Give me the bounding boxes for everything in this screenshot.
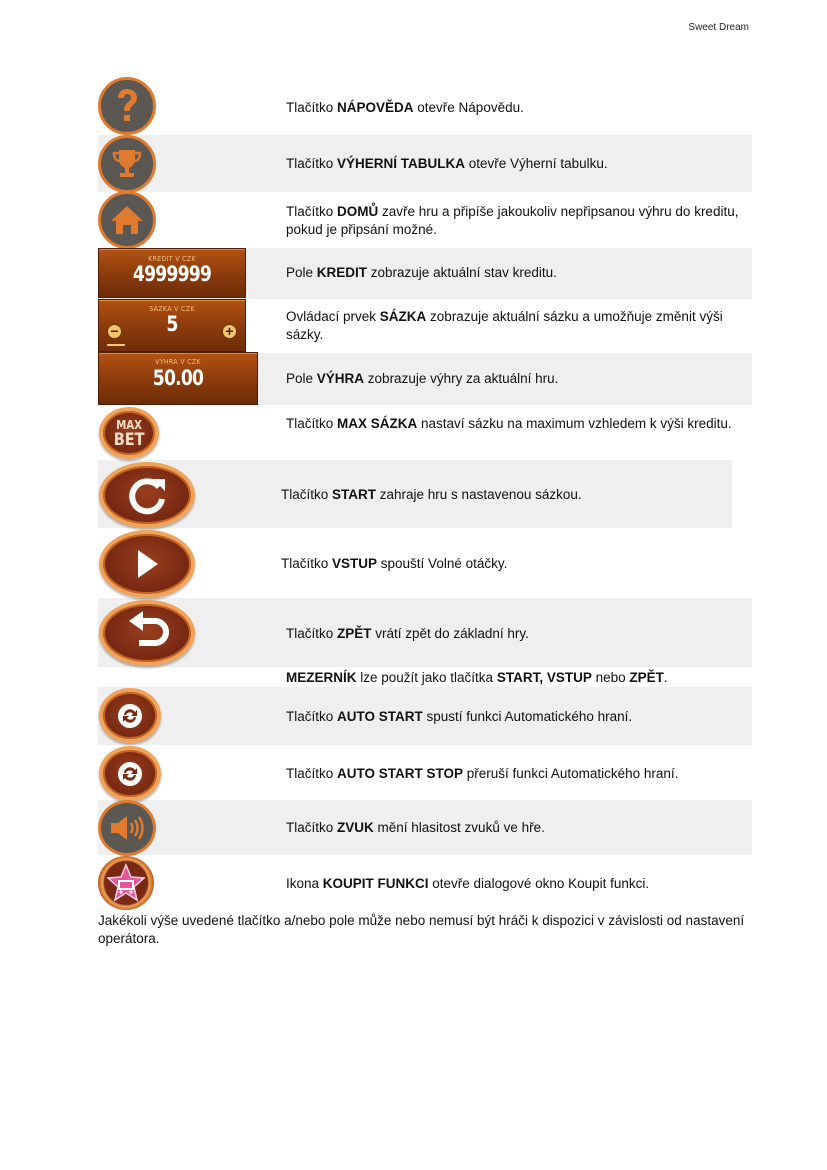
credit-description: Pole KREDIT zobrazuje aktuální stav kreditu. (286, 265, 557, 280)
win-value: 50.00 (152, 366, 204, 390)
paytable-description: Tlačítko VÝHERNÍ TABULKA otevře Výherní tabulku. (286, 156, 608, 171)
back-description: Tlačítko ZPĚT vrátí zpět do základní hry. (286, 626, 529, 641)
auto-start-stop-description: Tlačítko AUTO START STOP přeruší funkci Automatického hraní. (286, 766, 679, 781)
auto-start-description: Tlačítko AUTO START spustí funkci Automatického hraní. (286, 709, 633, 724)
auto-start-button[interactable] (99, 688, 161, 743)
buy-feature-icon-badge[interactable] (98, 856, 154, 910)
bet-underline (107, 344, 125, 346)
win-label: VÝHRA V CZK (155, 358, 201, 366)
home-icon (110, 204, 144, 236)
buy-feature-description: Ikona KOUPIT FUNKCI otevře dialogové okno Koupit funkci. (286, 876, 650, 891)
star-cart-icon (105, 863, 147, 903)
back-button[interactable] (99, 600, 195, 666)
return-icon (125, 611, 169, 655)
bet-description: Ovládací prvek SÁZKA zobrazuje aktuální sázku a umožňuje změnit výši sázky. (286, 309, 723, 342)
auto-start-stop-button[interactable] (99, 746, 161, 801)
availability-note: Jakékoli výše uvedené tlačítko a/nebo pole může nebo nemusí být hráči k dispozici v závislosti od nastavení operátora. (98, 913, 745, 946)
bet-increase-button[interactable]: + (222, 324, 237, 339)
autoplay-icon (115, 701, 145, 731)
home-description: Tlačítko DOMŮ zavře hru a připíše jakoukoliv nepřipsanou výhru do kreditu, pokud je připsání možné. (286, 204, 739, 237)
win-description: Pole VÝHRA zobrazuje výhry za aktuální hru. (286, 371, 559, 386)
bet-control (98, 299, 246, 352)
credit-value: 4999999 (132, 262, 212, 286)
help-button[interactable] (98, 77, 156, 135)
bet-value: 5 (166, 312, 178, 336)
help-description: Tlačítko NÁPOVĚDA otevře Nápovědu. (286, 100, 524, 115)
document-header: Sweet Dream (688, 22, 749, 33)
sound-description: Tlačítko ZVUK mění hlasitost zvuků ve hře. (286, 820, 545, 835)
max-bet-label: MAX BET (113, 417, 145, 450)
max-bet-description: Tlačítko MAX SÁZKA nastaví sázku na maximum vzhledem k výši kreditu. (286, 416, 732, 431)
refresh-icon (125, 473, 169, 517)
win-field (98, 352, 258, 405)
credit-field (98, 248, 246, 298)
start-description: Tlačítko START zahraje hru s nastavenou sázkou. (281, 487, 582, 502)
bet-label: SÁZKA V CZK (149, 305, 195, 313)
spacebar-note: MEZERNÍK lze použít jako tlačítka START, VSTUP nebo ZPĚT. (286, 670, 668, 685)
bet-decrease-button[interactable]: − (107, 324, 122, 339)
enter-button[interactable] (99, 530, 195, 598)
max-bet-button[interactable] (99, 407, 159, 459)
play-icon (132, 547, 162, 581)
start-button[interactable] (99, 462, 195, 528)
speaker-icon (108, 813, 146, 843)
autoplay-stop-icon (115, 759, 145, 789)
trophy-icon (110, 147, 144, 181)
question-mark-icon (112, 87, 142, 125)
home-button[interactable] (98, 191, 156, 249)
enter-description: Tlačítko VSTUP spouští Volné otáčky. (281, 556, 508, 571)
credit-label: KREDIT V CZK (148, 255, 196, 263)
paytable-button[interactable] (98, 135, 156, 193)
sound-button[interactable] (98, 800, 156, 856)
